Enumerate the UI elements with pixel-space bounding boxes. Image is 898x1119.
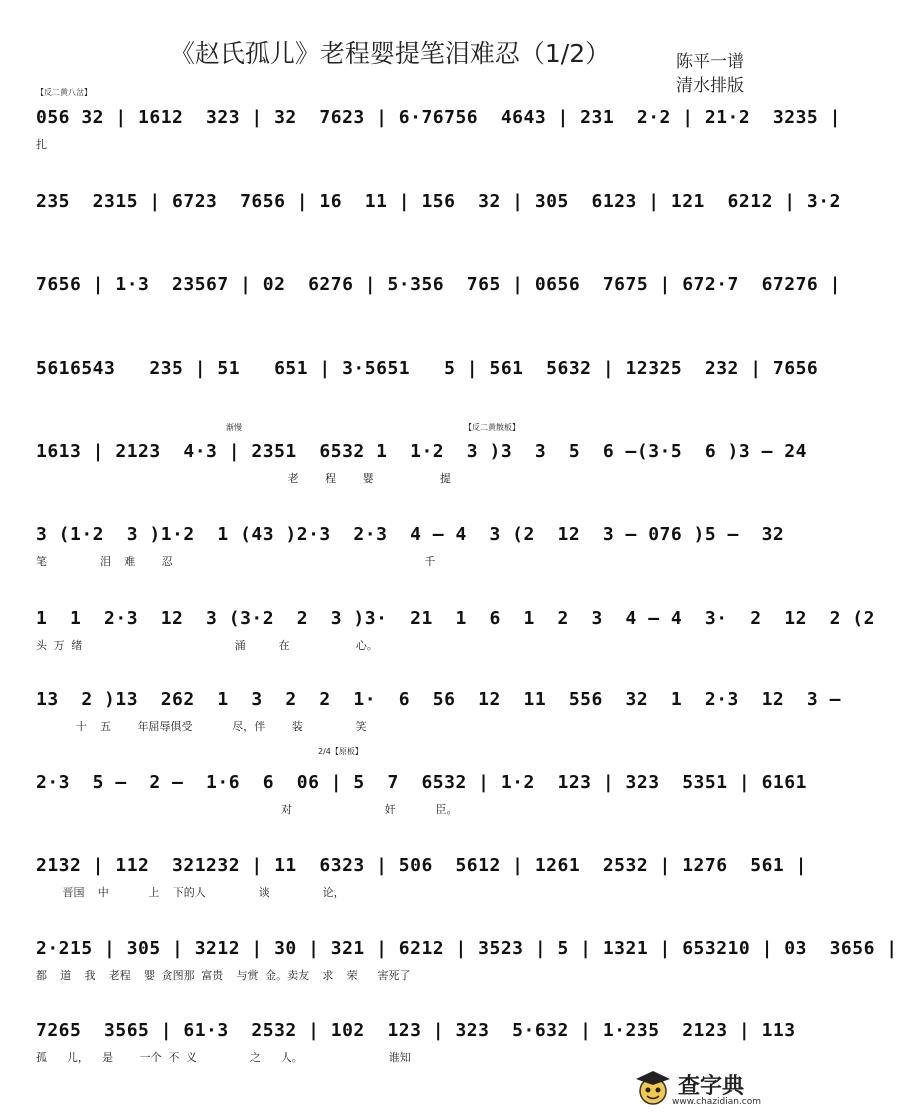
notes-line-2: 235 2315 | 6723 7656 | 16 11 | 156 32 | 305 6123 | 121 6212 | 3·2	[36, 191, 841, 212]
score-line-1	[36, 104, 841, 176]
notes-line-7: 1 1 2·3 12 3 (3·2 2 3 )3· 21 1 6 1 2 3 4 — 4 3· 2 12 2 (2	[36, 608, 875, 629]
yuanban-tag: 2/4【原板】	[318, 747, 363, 756]
watermark-brand: 查字典	[678, 1074, 745, 1099]
typesetter-credit: 清水排版	[676, 76, 744, 96]
notes-line-12: 7265 3565 | 61·3 2532 | 102 123 | 323 5·632 | 1·235 2123 | 113	[36, 1020, 796, 1041]
tempo-slow-tag: 渐慢	[226, 423, 242, 432]
arranger-credit: 陈平一谱	[676, 52, 744, 72]
lyrics-line-7: 头 万 绪 涌 在 心。	[36, 639, 378, 652]
scholar-icon	[630, 1065, 676, 1111]
score-line-11	[36, 935, 898, 1007]
watermark-url: www.chazidian.com	[672, 1097, 762, 1107]
page-title: 《赵氏孤儿》老程婴提笔泪难忍（1/2）	[169, 39, 611, 68]
notes-line-10: 2132 | 112 321232 | 11 6323 | 506 5612 | 1261 2532 | 1276 561 |	[36, 855, 807, 876]
lyrics-line-12: 孤 儿， 是 一个 不 义 之 人。 谁知	[36, 1051, 411, 1064]
score-line-7	[36, 605, 875, 677]
lyrics-line-6: 笔 泪 难 忍 千	[36, 555, 436, 568]
watermark-logo	[626, 1063, 776, 1113]
notes-line-3: 7656 | 1·3 23567 | 02 6276 | 5·356 765 | 0656 7675 | 672·7 67276 |	[36, 274, 841, 295]
score-line-2	[36, 188, 841, 260]
lyrics-line-10: 晋国 中 上 下的人 谈 论，	[36, 886, 345, 899]
notes-line-1: 056 32 | 1612 323 | 32 7623 | 6·76756 4643 | 231 2·2 | 21·2 3235 |	[36, 107, 841, 128]
lyrics-line-4	[36, 387, 766, 405]
score-line-4	[36, 355, 819, 427]
lyrics-line-5: 老 程 婴 提	[36, 472, 451, 485]
score-line-6	[36, 521, 785, 593]
notes-line-5: 1613 | 2123 4·3 | 2351 6532 1 1·2 3 )3 3 5 6 —(3·5 6 )3 — 24	[36, 441, 807, 462]
sanban-tag: 【反二黄散板】	[464, 423, 520, 432]
lyrics-line-11: 都 道 我 老程 婴 贪图那 富贵 与赏 金。卖友 求 荣 害死了	[36, 969, 411, 982]
score-line-9	[36, 769, 807, 841]
score-line-5	[36, 438, 807, 510]
lyrics-line-9: 对 奸 臣。	[36, 803, 458, 816]
notes-line-8: 13 2 )13 262 1 3 2 2 1· 6 56 12 11 556 32 1 2·3 12 3 —	[36, 689, 841, 710]
notes-line-11: 2·215 | 305 | 3212 | 30 | 321 | 6212 | 3523 | 5 | 1321 | 653210 | 03 3656 |	[36, 938, 898, 959]
credits	[676, 50, 744, 98]
intro-tag: 【反二黄八岔】	[36, 88, 92, 97]
score-line-3	[36, 271, 841, 343]
lyrics-line-8: 十 五 年屈辱俱受 尽，伴 装 笑	[36, 720, 367, 733]
notes-line-4: 5616543 235 | 51 651 | 3·5651 5 | 561 5632 | 12325 232 | 7656	[36, 358, 819, 379]
notes-line-9: 2·3 5 — 2 — 1·6 6 06 | 5 7 6532 | 1·2 123 | 323 5351 | 6161	[36, 772, 807, 793]
lyrics-line-2	[36, 220, 766, 238]
lyrics-line-3	[36, 303, 766, 321]
score-line-8	[36, 686, 841, 758]
notes-line-6: 3 (1·2 3 )1·2 1 (43 )2·3 2·3 4 — 4 3 (2 12 3 — 076 )5 — 32	[36, 524, 785, 545]
lyrics-line-1: 扎	[36, 138, 47, 151]
score-line-10	[36, 852, 807, 924]
